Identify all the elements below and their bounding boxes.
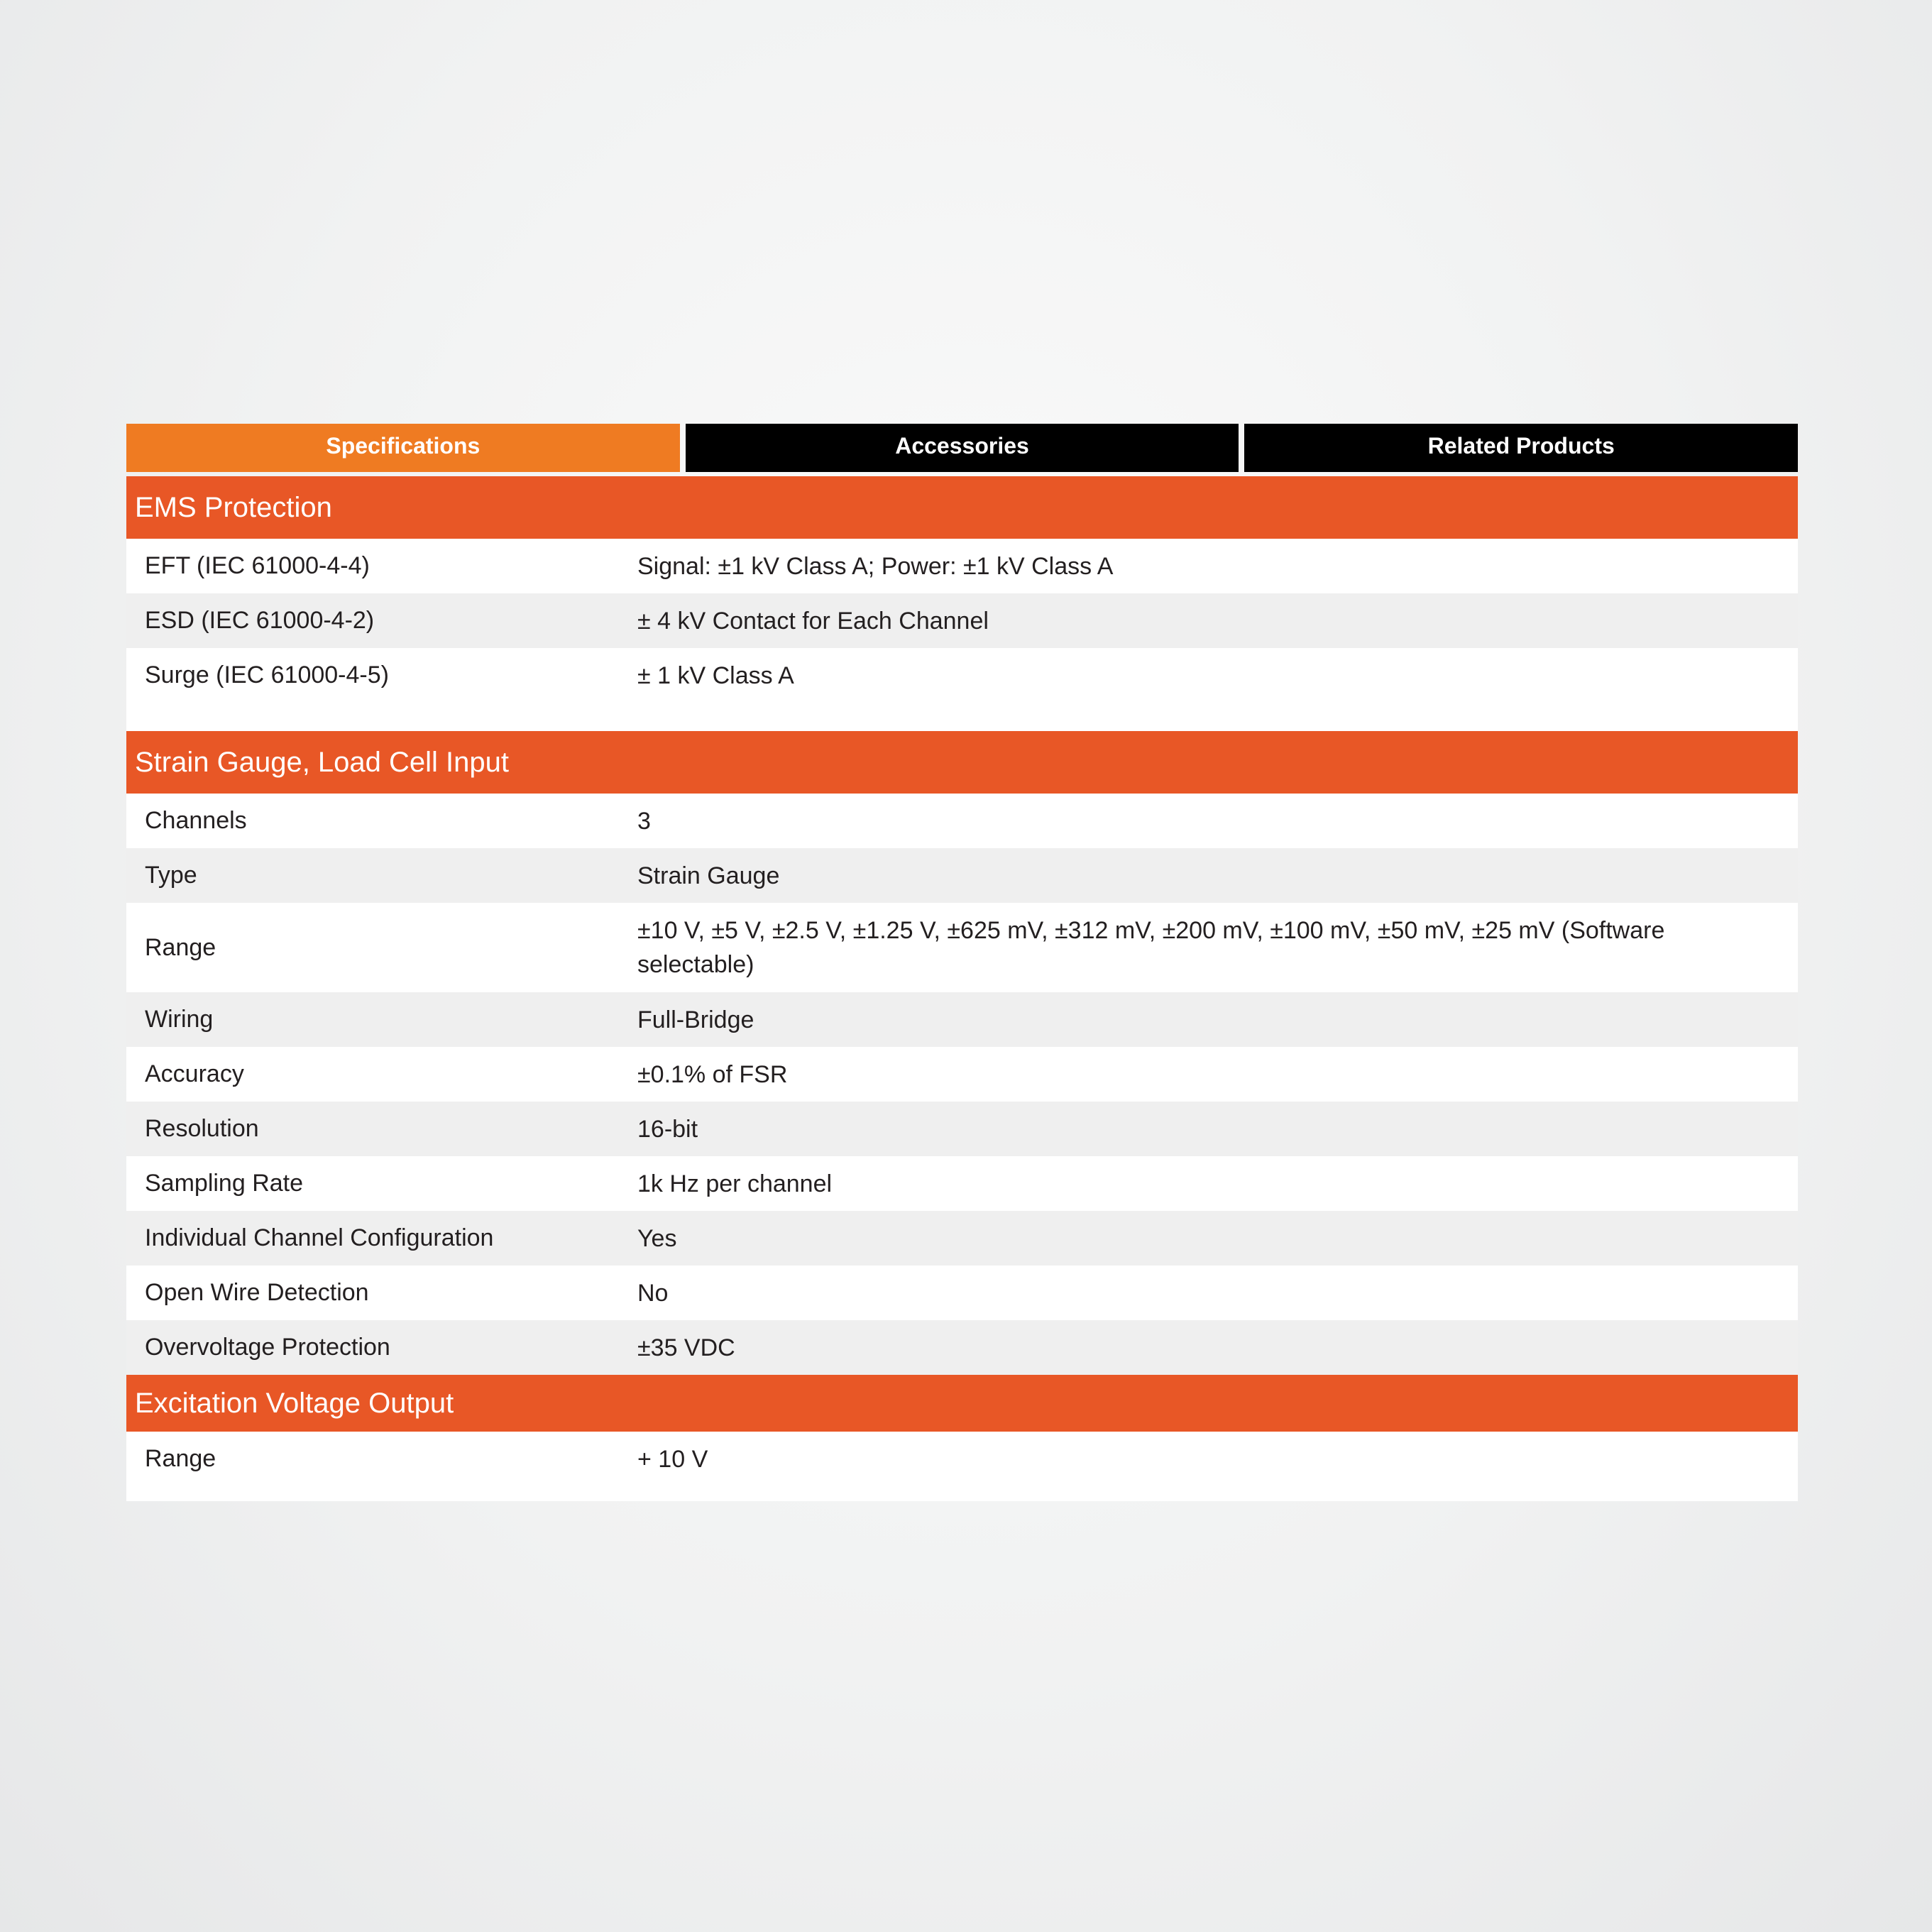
row-value: 1k Hz per channel <box>637 1170 833 1197</box>
row-value: ± 1 kV Class A <box>637 662 794 689</box>
table-row <box>126 1432 1798 1486</box>
row-label: ESD (IEC 61000-4-2) <box>145 607 375 634</box>
row-label: Range <box>145 933 216 961</box>
row-value: Full-Bridge <box>637 1006 754 1033</box>
section-spacer <box>126 703 1798 731</box>
table-row <box>126 1320 1798 1375</box>
row-value: Strain Gauge <box>637 862 780 889</box>
row-label: Wiring <box>145 1006 214 1033</box>
table-row <box>126 539 1798 593</box>
row-label: EFT (IEC 61000-4-4) <box>145 552 370 579</box>
table-row <box>126 1047 1798 1102</box>
table-row <box>126 1211 1798 1266</box>
table-row <box>126 848 1798 903</box>
table-row <box>126 903 1798 992</box>
row-label: Type <box>145 862 197 889</box>
row-value: Yes <box>637 1224 677 1252</box>
row-value: ±10 V, ±5 V, ±2.5 V, ±1.25 V, ±625 mV, ±312 mV, ±200 mV, ±100 mV, ±50 mV, ±25 mV (Software selectable) <box>637 917 1665 978</box>
table-row <box>126 1156 1798 1211</box>
table-row <box>126 992 1798 1047</box>
row-value: + 10 V <box>637 1445 708 1473</box>
tab-accessories[interactable]: Accessories <box>686 424 1239 472</box>
row-label: Sampling Rate <box>145 1170 304 1197</box>
table-row <box>126 593 1798 648</box>
table-row <box>126 648 1798 703</box>
row-value: 3 <box>637 807 651 835</box>
row-label: Surge (IEC 61000-4-5) <box>145 662 389 688</box>
row-value: 16-bit <box>637 1115 698 1143</box>
table-row <box>126 794 1798 848</box>
spec-panel <box>126 424 1798 1501</box>
row-label: Individual Channel Configuration <box>145 1224 494 1251</box>
row-value: ±35 VDC <box>637 1334 735 1361</box>
table-row <box>126 1266 1798 1320</box>
row-value: ± 4 kV Contact for Each Channel <box>637 607 989 635</box>
row-value: No <box>637 1279 669 1307</box>
section-header-ems-protection: EMS Protection <box>126 476 1798 539</box>
row-label: Overvoltage Protection <box>145 1334 390 1361</box>
row-label: Accuracy <box>145 1060 244 1087</box>
section-header-strain-gauge: Strain Gauge, Load Cell Input <box>126 731 1798 794</box>
tab-bar <box>126 424 1798 472</box>
row-label: Range <box>145 1445 216 1472</box>
tab-specifications[interactable]: Specifications <box>126 424 680 472</box>
row-label: Channels <box>145 807 247 834</box>
tab-related-products[interactable]: Related Products <box>1244 424 1798 472</box>
row-label: Open Wire Detection <box>145 1279 369 1306</box>
row-value: ±0.1% of FSR <box>637 1060 788 1088</box>
row-label: Resolution <box>145 1115 259 1142</box>
row-value: Signal: ±1 kV Class A; Power: ±1 kV Class A <box>637 552 1114 580</box>
table-row <box>126 1102 1798 1156</box>
table-end-padding <box>126 1486 1798 1501</box>
section-header-excitation-voltage: Excitation Voltage Output <box>126 1375 1798 1432</box>
